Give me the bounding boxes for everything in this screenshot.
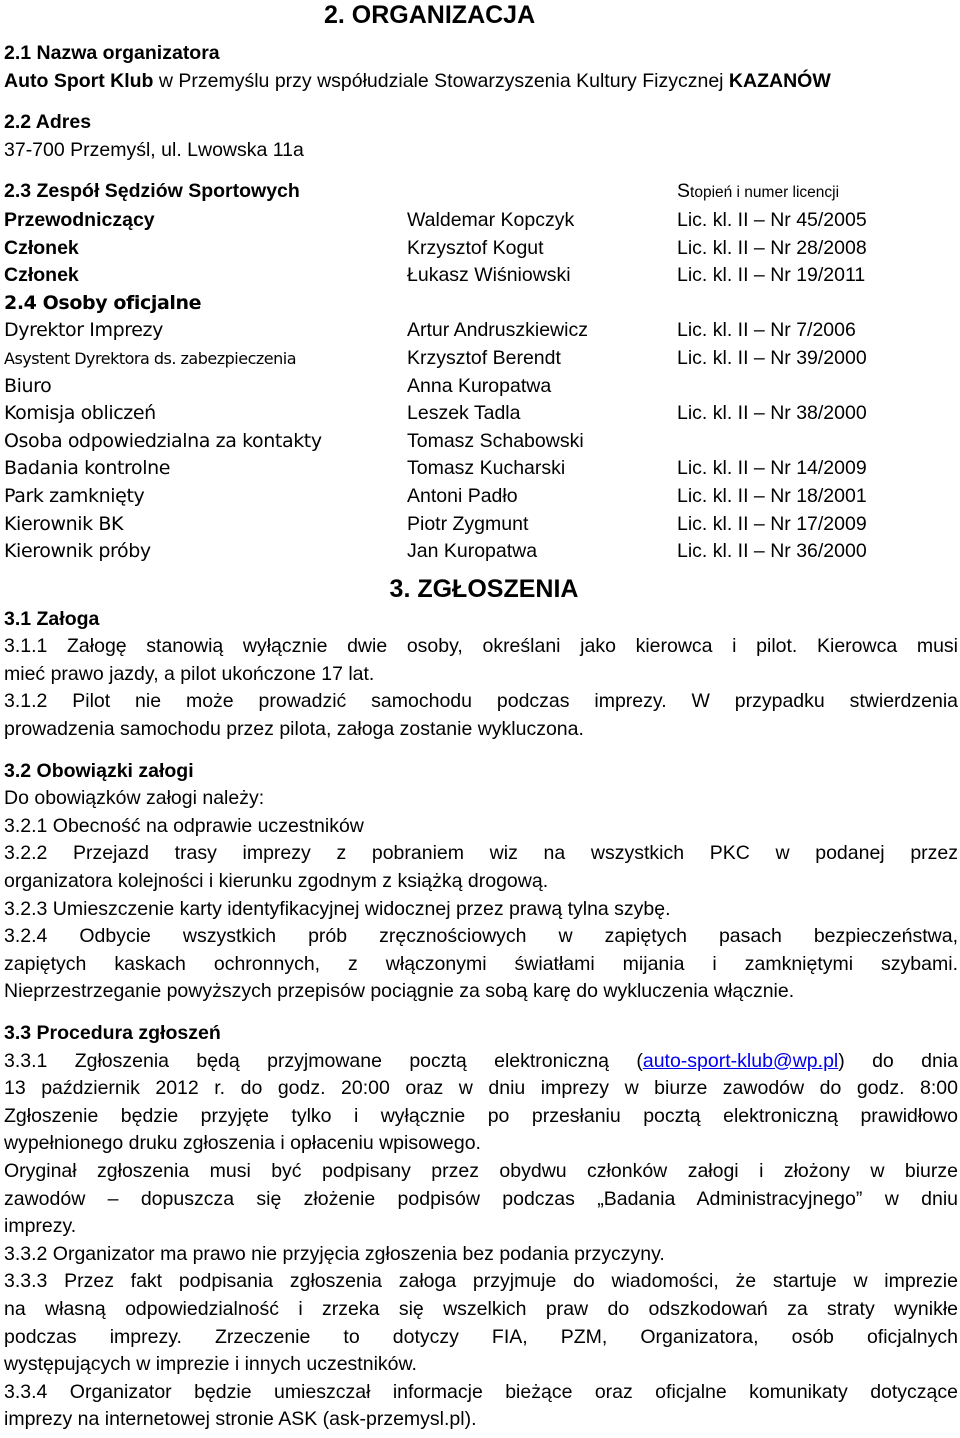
- paragraph-3-3-3-line: podczas imprezy. Zrzeczenie to dotyczy FIA, PZM, Organizatora, osób oficjalnych: [4, 1325, 958, 1348]
- heading-3-1: 3.1 Załoga: [4, 607, 100, 630]
- paragraph-3-1-1-line: mieć prawo jazdy, a pilot ukończone 17 lat.: [4, 662, 375, 685]
- email-link[interactable]: auto-sport-klub@wp.pl: [642, 1049, 839, 1072]
- official-license: Lic. kl. II – Nr 39/2000: [677, 346, 867, 369]
- paragraph-3-1-1-line: 3.1.1 Załogę stanowią wyłącznie dwie osoby, określani jako kierowca i pilot. Kierowca musi: [4, 635, 958, 658]
- duty-item-line: organizatora kolejności i kierunku zgodnym z książką drogową.: [4, 870, 549, 893]
- judge-license: Lic. kl. II – Nr 45/2005: [677, 208, 867, 231]
- official-row: [4, 317, 958, 345]
- p331-post: ) do dnia: [838, 1049, 958, 1072]
- organizer-name-middle: w Przemyślu przy współudziale Stowarzyszenia Kultury Fizycznej: [153, 69, 729, 92]
- paragraph-3-3-1-line: zawodów – dopuszcza się złożenie podpisów podczas „Badania Administracyjnego” w dniu: [4, 1187, 958, 1210]
- official-role: Dyrektor Imprezy: [4, 319, 163, 342]
- official-role: Osoba odpowiedzialna za kontakty: [4, 429, 322, 452]
- judge-role: Członek: [4, 264, 79, 287]
- official-name: Piotr Zygmunt: [407, 512, 529, 535]
- p331-pre: 3.3.1 Zgłoszenia będą przyjmowane pocztą elektroniczną (: [4, 1049, 643, 1072]
- paragraph-3-3-2: 3.3.2 Organizator ma prawo nie przyjęcia zgłoszenia bez podania przyczyny.: [4, 1242, 665, 1265]
- official-row: [4, 428, 958, 456]
- official-license: Lic. kl. II – Nr 18/2001: [677, 484, 867, 507]
- official-name: Krzysztof Berendt: [407, 346, 561, 369]
- paragraph-3-3-3-line: występujących w imprezie i innych uczestników.: [4, 1353, 417, 1376]
- duty-item-line: 3.2.4 Odbycie wszystkich prób zręcznościowych w zapiętych pasach bezpieczeństwa,: [4, 925, 958, 948]
- official-row: [4, 511, 958, 539]
- heading-2-3: 2.3 Zespół Sędziów Sportowych: [4, 180, 300, 203]
- official-role: Park zamknięty: [4, 484, 145, 507]
- paragraph-3-1-2-line: 3.1.2 Pilot nie może prowadzić samochodu podczas imprezy. W przypadku stwierdzenia: [4, 690, 958, 713]
- organizer-name-bold: Auto Sport Klub: [4, 69, 154, 92]
- official-row: [4, 345, 958, 373]
- paragraph-3-3-4-line: imprezy na internetowej stronie ASK (ask-przemysl.pl).: [4, 1408, 477, 1431]
- official-license: Lic. kl. II – Nr 17/2009: [677, 512, 867, 535]
- judge-license: Lic. kl. II – Nr 19/2011: [677, 264, 866, 287]
- official-role: Kierownik BK: [4, 512, 124, 535]
- section-2-title: 2. ORGANIZACJA: [324, 1, 536, 29]
- official-name: Leszek Tadla: [407, 402, 521, 425]
- heading-2-2: 2.2 Adres: [4, 111, 92, 134]
- address: 37-700 Przemyśl, ul. Lwowska 11a: [4, 138, 304, 161]
- judge-name: Krzysztof Kogut: [407, 236, 544, 259]
- license-header-rest: topień i numer licencji: [690, 184, 840, 202]
- official-name: Jan Kuropatwa: [407, 540, 538, 563]
- official-row: [4, 373, 958, 401]
- document-page: [4, 0, 958, 1438]
- judges-row: [4, 235, 958, 263]
- official-role: Kierownik próby: [4, 540, 151, 563]
- official-name: Tomasz Schabowski: [407, 429, 584, 452]
- duty-item-line: 3.2.2 Przejazd trasy imprezy z pobraniem wiz na wszystkich PKC w podanej przez: [4, 842, 958, 865]
- official-role: Asystent Dyrektora ds. zabezpieczenia: [4, 348, 296, 368]
- license-header-cap: S: [677, 180, 691, 203]
- judge-role: Członek: [4, 236, 79, 259]
- official-name: Artur Andruszkiewicz: [407, 319, 588, 342]
- heading-3-3: 3.3 Procedura zgłoszeń: [4, 1022, 221, 1044]
- official-role: Komisja obliczeń: [4, 402, 156, 425]
- duty-item-line: zapiętych kaskach ochronnych, z włączonymi światłami mijania i zamkniętymi szybami.: [4, 952, 958, 975]
- duty-item: 3.2.3 Umieszczenie karty identyfikacyjnej widocznej przez prawą tylna szybę.: [4, 897, 671, 920]
- paragraph-3-3-1-line: wypełnionego druku zgłoszenia i opłaceniu wpisowego.: [4, 1132, 481, 1155]
- paragraph-3-3-3-line: 3.3.3 Przez fakt podpisania zgłoszenia załoga przyjmuje do wiadomości, że startuje w imprezie: [4, 1270, 958, 1293]
- official-name: Antoni Padło: [407, 484, 518, 507]
- judges-header: [4, 178, 958, 207]
- official-name: Tomasz Kucharski: [407, 457, 566, 480]
- paragraph-3-3-1-line: 13 październik 2012 r. do godz. 20:00 oraz w dniu imprezy w biurze zawodów do godz. 8:00: [4, 1077, 958, 1100]
- official-role: Biuro: [4, 374, 52, 397]
- paragraph-3-3-1-line: Zgłoszenie będzie przyjęte tylko i wyłącznie po przesłaniu pocztą elektroniczną prawidłowo: [4, 1104, 958, 1127]
- organizer-name: [4, 68, 958, 96]
- section-3-title: 3. ZGŁOSZENIA: [389, 574, 579, 603]
- heading-2-4: 2.4 Osoby oficjalne: [4, 291, 202, 314]
- duty-item: 3.2.1 Obecność na odprawie uczestników: [4, 814, 364, 837]
- official-row: [4, 538, 958, 566]
- official-row: [4, 483, 958, 511]
- organizer-name-bold-2: KAZANÓW: [728, 69, 831, 92]
- paragraph-3-3-4-line: 3.3.4 Organizator będzie umieszczał informacje bieżące oraz oficjalne komunikaty dotyczące: [4, 1380, 958, 1403]
- duty-item-line: Nieprzestrzeganie powyższych przepisów pociągnie za sobą karę do wykluczenia włącznie.: [4, 980, 795, 1003]
- judge-license: Lic. kl. II – Nr 28/2008: [677, 236, 867, 259]
- official-name: Anna Kuropatwa: [407, 374, 552, 397]
- judge-role: Przewodniczący: [4, 208, 155, 231]
- judge-name: Łukasz Wiśniowski: [407, 264, 571, 287]
- official-license: Lic. kl. II – Nr 7/2006: [677, 319, 856, 342]
- judges-row: [4, 207, 958, 235]
- official-row: [4, 455, 958, 483]
- duties-intro: Do obowiązków załogi należy:: [4, 787, 265, 810]
- official-row: [4, 400, 958, 428]
- paragraph-3-3-1-line: [4, 1048, 958, 1076]
- official-license: Lic. kl. II – Nr 36/2000: [677, 540, 867, 563]
- heading-2-1: 2.1 Nazwa organizatora: [4, 42, 220, 64]
- paragraph-3-1-2-line: prowadzenia samochodu przez pilota, załoga zostanie wykluczona.: [4, 718, 584, 741]
- paragraph-3-3-1-line: imprezy.: [4, 1215, 77, 1238]
- paragraph-3-3-3-line: na własną odpowiedzialność i zrzeka się wszelkich praw do odszkodowań za straty wynikłe: [4, 1297, 958, 1320]
- official-license: [677, 373, 958, 401]
- judge-name: Waldemar Kopczyk: [407, 208, 575, 231]
- license-header: [677, 178, 958, 207]
- official-license: Lic. kl. II – Nr 14/2009: [677, 457, 867, 480]
- judges-row: [4, 262, 958, 290]
- heading-3-2: 3.2 Obowiązki załogi: [4, 759, 194, 782]
- official-role: Badania kontrolne: [4, 457, 171, 480]
- official-license: Lic. kl. II – Nr 38/2000: [677, 402, 867, 425]
- paragraph-3-3-1-line: Oryginał zgłoszenia musi być podpisany przez obydwu członków załogi i złożony w biurze: [4, 1159, 958, 1182]
- official-license: [677, 428, 958, 456]
